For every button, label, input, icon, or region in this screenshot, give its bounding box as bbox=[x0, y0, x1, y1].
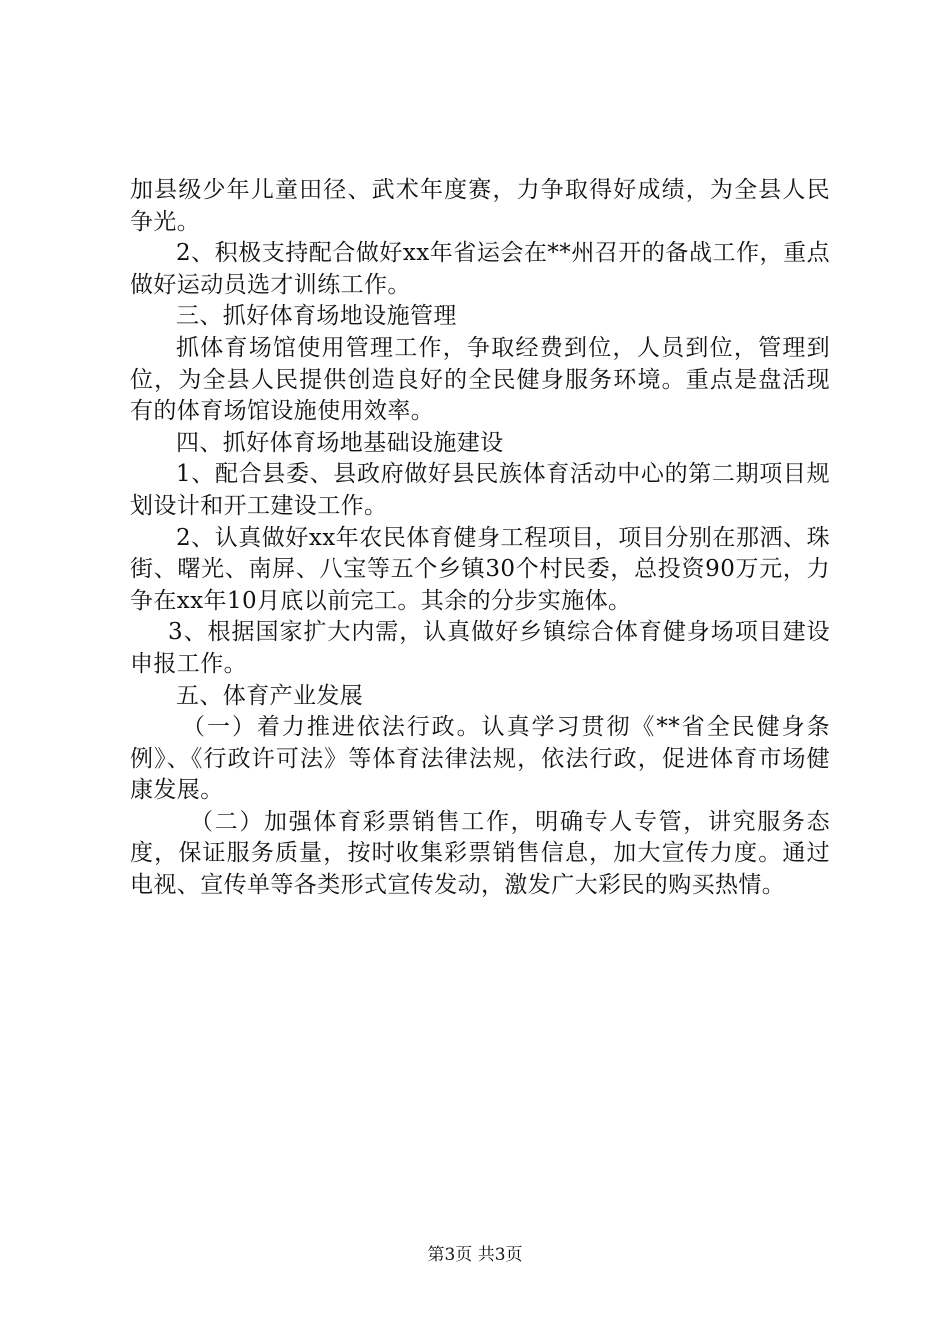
paragraph-sub-1: （一）着力推进依法行政。认真学习贯彻《**省全民健身条例》、《行政许可法》等体育法律法规，依法行政，促进体育市场健康发展。 bbox=[130, 714, 830, 804]
paragraph-item-2-farmers: 2、认真做好xx年农民体育健身工程项目，项目分别在那洒、珠街、曙光、南屏、八宝等五个乡镇30个村民委，总投资90万元，力争在xx年10月底以前完工。其余的分步实施体。 bbox=[130, 524, 830, 614]
paragraph-item-2: 2、积极支持配合做好xx年省运会在**州召开的备战工作，重点做好运动员选才训练工作。 bbox=[130, 240, 830, 298]
section-heading-3: 三、抓好体育场地设施管理 bbox=[176, 303, 457, 330]
paragraph-sub-2: （二）加强体育彩票销售工作，明确专人专管，讲究服务态度，保证服务质量，按时收集彩票销售信息，加大宣传力度。通过电视、宣传单等各类形式宣传发动，激发广大彩民的购买热情。 bbox=[130, 808, 830, 899]
page-footer: 第3页 共3页 bbox=[427, 1245, 523, 1265]
paragraph-item-1: 1、配合县委、县政府做好县民族体育活动中心的第二期项目规划设计和开工建设工作。 bbox=[130, 461, 830, 519]
paragraph-item-3: 3、根据国家扩大内需，认真做好乡镇综合体育健身场项目建设申报工作。 bbox=[130, 619, 830, 677]
paragraph-facility-management: 抓体育场馆使用管理工作，争取经费到位，人员到位，管理到位，为全县人民提供创造良好的全民健身服务环境。重点是盘活现有的体育场馆设施使用效率。 bbox=[130, 334, 830, 425]
document-body bbox=[130, 175, 830, 902]
paragraph-continuation: 加县级少年儿童田径、武术年度赛，力争取得好成绩，为全县人民争光。 bbox=[130, 177, 830, 235]
section-heading-4: 四、抓好体育场地基础设施建设 bbox=[176, 429, 504, 456]
section-heading-5: 五、体育产业发展 bbox=[176, 682, 364, 709]
